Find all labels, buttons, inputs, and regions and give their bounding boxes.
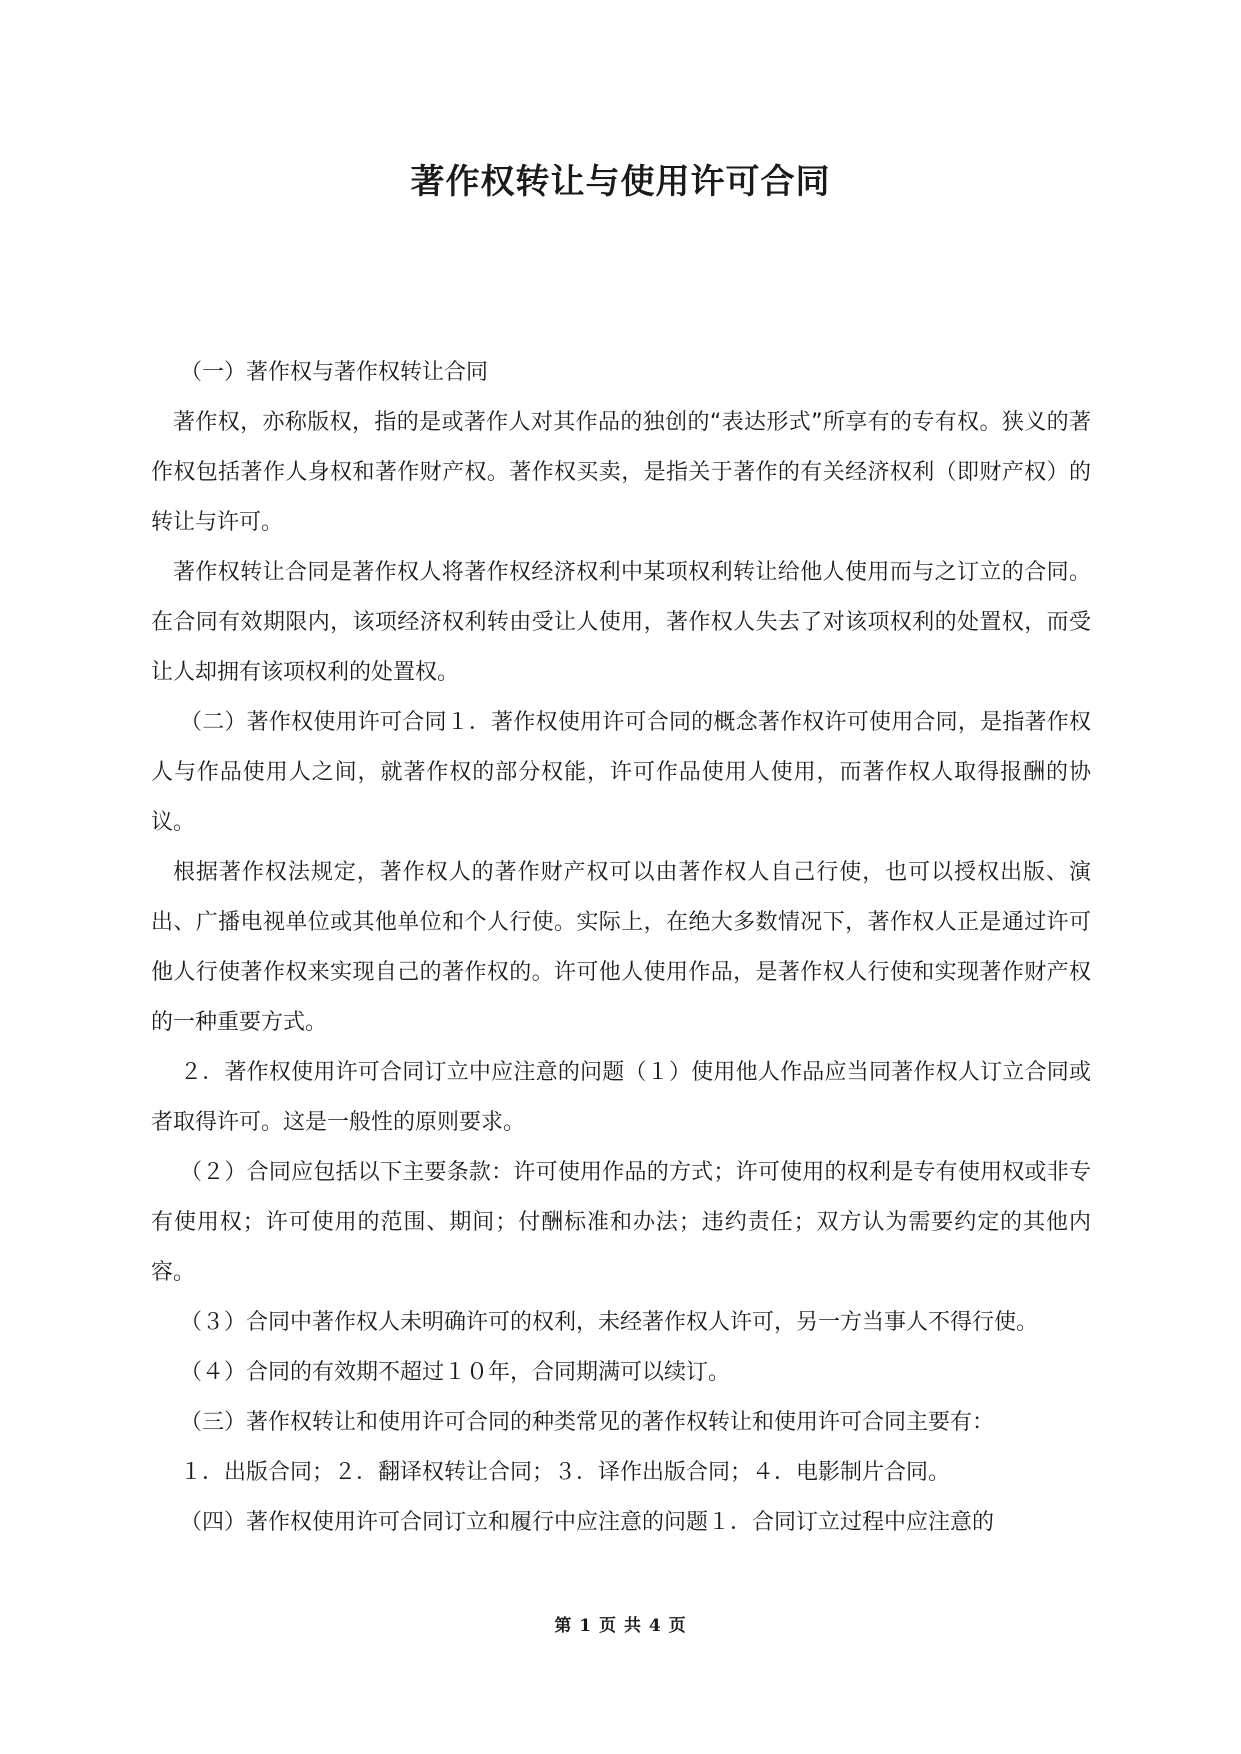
page-footer: 第 1 页 共 4 页 [554, 1616, 687, 1636]
section-heading-3: （三）著作权转让和使用许可合同的种类常见的著作权转让和使用许可合同主要有： [180, 1410, 995, 1435]
paragraph-copyright-definition: 著作权，亦称版权，指的是或著作人对其作品的独创的“表达形式”所享有的专有权。狭义的著作权包括著作人身权和著作财产权。著作权买卖，是指关于著作的有关经济权利（即财产权）的转让与许可。 [151, 410, 1091, 535]
paragraph-issues-1: ２．著作权使用许可合同订立中应注意的问题（１）使用他人作品应当同著作权人订立合同或者取得许可。这是一般性的原则要求。 [151, 1060, 1091, 1135]
section-heading-4: （四）著作权使用许可合同订立和履行中应注意的问题１．合同订立过程中应注意的 [180, 1510, 995, 1535]
document-title: 著作权转让与使用许可合同 [410, 162, 831, 202]
document-body [151, 348, 1091, 1548]
paragraph-license-concept: （二）著作权使用许可合同１．著作权使用许可合同的概念著作权许可使用合同，是指著作权人与作品使用人之间，就著作权的部分权能，许可作品使用人使用，而著作权人取得报酬的协议。 [151, 710, 1091, 835]
section-heading-1: （一）著作权与著作权转让合同 [180, 360, 489, 385]
paragraph-transfer-contract: 著作权转让合同是著作权人将著作权经济权利中某项权利转让给他人使用而与之订立的合同。在合同有效期限内，该项经济权利转由受让人使用，著作权人失去了对该项权利的处置权，而受让人却拥有该项权利的处置权。 [151, 560, 1091, 685]
paragraph-contract-types: １．出版合同；２．翻译权转让合同；３．译作出版合同；４．电影制片合同。 [180, 1460, 951, 1485]
paragraph-legal-provisions: 根据著作权法规定，著作权人的著作财产权可以由著作权人自己行使，也可以授权出版、演出、广播电视单位或其他单位和个人行使。实际上，在绝大多数情况下，著作权人正是通过许可他人行使著作权来实现自己的著作权的。许可他人使用作品，是著作权人行使和实现著作财产权的一种重要方式。 [151, 860, 1091, 1035]
paragraph-issues-3: （３）合同中著作权人未明确许可的权利，未经著作权人许可，另一方当事人不得行使。 [180, 1310, 1039, 1335]
paragraph-issues-2: （２）合同应包括以下主要条款：许可使用作品的方式；许可使用的权利是专有使用权或非专有使用权；许可使用的范围、期间；付酬标准和办法；违约责任；双方认为需要约定的其他内容。 [151, 1160, 1091, 1285]
paragraph-issues-4: （４）合同的有效期不超过１０年，合同期满可以续订。 [180, 1360, 731, 1385]
